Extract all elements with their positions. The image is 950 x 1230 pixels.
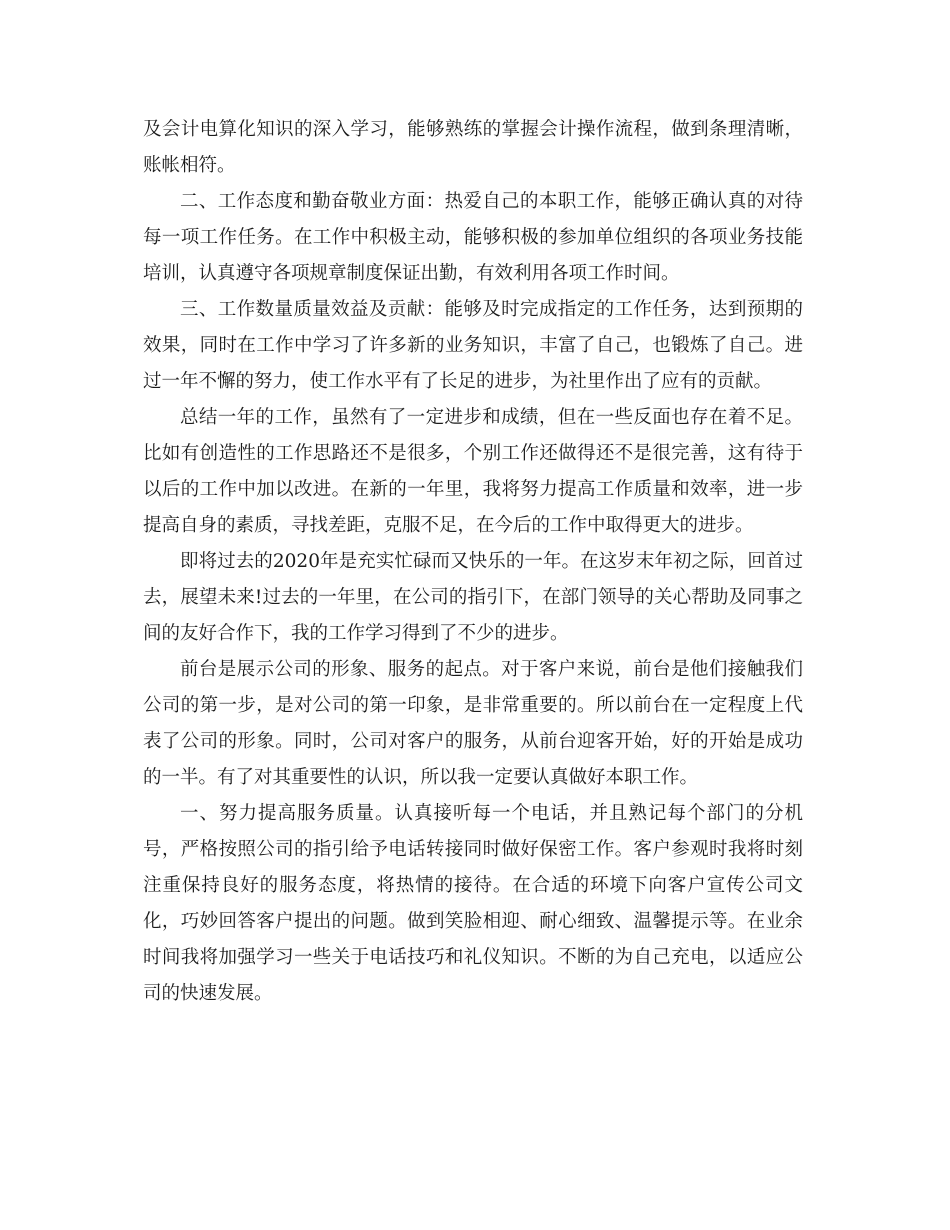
paragraph-summary: 总结一年的工作，虽然有了一定进步和成绩，但在一些反面也存在着不足。比如有创造性的工作思路还不是很多，个别工作还做得还不是很完善，这有待于以后的工作中加以改进。在新的一年里，我将努力提高工作质量和效率，进一步提高自身的素质，寻找差距，克服不足，在今后的工作中取得更大的进步。 <box>143 407 803 536</box>
paragraph-year-review: 即将过去的2020年是充实忙碌而又快乐的一年。在这岁末年初之际，回首过去，展望未来!过去的一年里，在公司的指引下，在部门领导的关心帮助及同事之间的友好合作下，我的工作学习得到了不少的进步。 <box>143 551 803 644</box>
paragraph-service-quality: 一、努力提高服务质量。认真接听每一个电话，并且熟记每个部门的分机号，严格按照公司的指引给予电话转接同时做好保密工作。客户参观时我将时刻注重保持良好的服务态度，将热情的接待。在合适的环境下向客户宣传公司文化，巧妙回答客户提出的问题。做到笑脸相迎、耐心细致、温馨提示等。在业余时间我将加强学习一些关于电话技巧和礼仪知识。不断的为自己充电，以适应公司的快速发展。 <box>143 803 803 1004</box>
paragraph-front-desk: 前台是展示公司的形象、服务的起点。对于客户来说，前台是他们接触我们公司的第一步，是对公司的第一印象，是非常重要的。所以前台在一定程度上代表了公司的形象。同时，公司对客户的服务，从前台迎客开始，好的开始是成功的一半。有了对其重要性的认识，所以我一定要认真做好本职工作。 <box>143 659 803 788</box>
paragraph-work-quality: 三、工作数量质量效益及贡献：能够及时完成指定的工作任务，达到预期的效果，同时在工作中学习了许多新的业务知识，丰富了自己，也锻炼了自己。进过一年不懈的努力，使工作水平有了长足的进步，为社里作出了应有的贡献。 <box>143 299 803 392</box>
document-body <box>143 112 803 1012</box>
paragraph-continuation: 及会计电算化知识的深入学习，能够熟练的掌握会计操作流程，做到条理清晰，账帐相符。 <box>143 119 803 176</box>
paragraph-work-attitude: 二、工作态度和勤奋敬业方面：热爱自己的本职工作，能够正确认真的对待每一项工作任务。在工作中积极主动，能够积极的参加单位组织的各项业务技能培训，认真遵守各项规章制度保证出勤，有效利用各项工作时间。 <box>143 191 803 284</box>
